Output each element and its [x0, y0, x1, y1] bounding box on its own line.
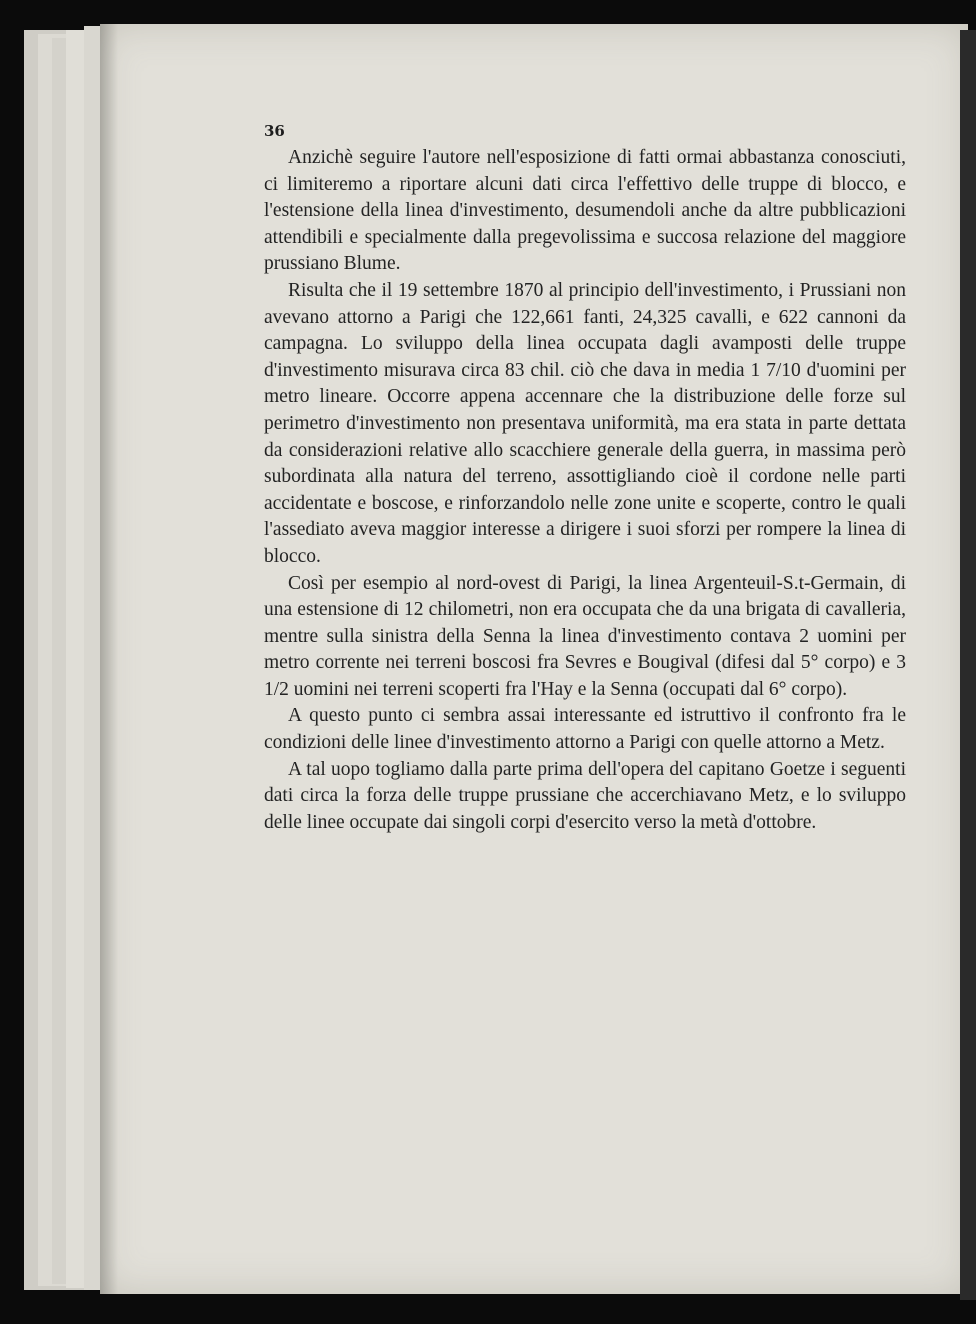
scan-border: [960, 30, 976, 1300]
spine-shadow: [100, 24, 118, 1294]
body-text: [264, 145, 906, 836]
page-number: 36: [264, 122, 285, 140]
paragraph: A tal uopo togliamo dalla parte prima dell'opera del capitano Goetze i seguenti dati circa la forza delle truppe prussiane che accerchiavano Metz, e lo sviluppo delle linee occupate dai singoli corpi d'esercito verso la metà d'ottobre.: [264, 758, 906, 833]
paragraph: Risulta che il 19 settembre 1870 al principio dell'investimento, i Prussiani non avevano attorno a Parigi che 122,661 fanti, 24,325 cavalli, e 622 cannoni da campagna. Lo sviluppo della linea occupata dagli avamposti delle truppe d'investimento misurava circa 83 chil. ciò che dava in media 1 7/10 d'uomini per metro lineare. Occorre appena accennare che la distribuzione delle forze sul perimetro d'investimento non presentava uniformità, ma era stata in parte dettata da considerazioni relative allo scacchiere generale della guerra, in massima però subordinata alla natura del terreno, assottigliando cioè il cordone nelle parti accidentate e boscose, e rinforzandolo nelle zone unite e scoperte, contro le quali l'assediato aveva maggior interesse a dirigere i suoi sforzi per rompere la linea di blocco.: [264, 279, 906, 567]
paragraph: Anzichè seguire l'autore nell'esposizione di fatti ormai abbastanza conosciuti, ci limiteremo a riportare alcuni dati circa l'effettivo delle truppe di blocco, e l'estensione della linea d'investimento, desumendoli anche da altre pubblicazioni attendibili e specialmente dalla pregevolissima e succosa relazione del maggiore prussiano Blume.: [264, 147, 906, 275]
paragraph: Così per esempio al nord-ovest di Parigi, la linea Argenteuil-S.t-Germain, di una estensione di 12 chilometri, non era occupata che da una brigata di cavalleria, mentre sulla sinistra della Senna la linea d'investimento contava 2 uomini per metro corrente nei terreni boscosi fra Sevres e Bougival (difesi dal 5° corpo) e 3 1/2 uomini nei terreni scoperti fra l'Hay e la Senna (occupati dal 6° corpo).: [264, 572, 906, 700]
paragraph: A questo punto ci sembra assai interessante ed istruttivo il confronto fra le condizioni delle linee d'investimento attorno a Parigi con quelle attorno a Metz.: [264, 705, 906, 754]
